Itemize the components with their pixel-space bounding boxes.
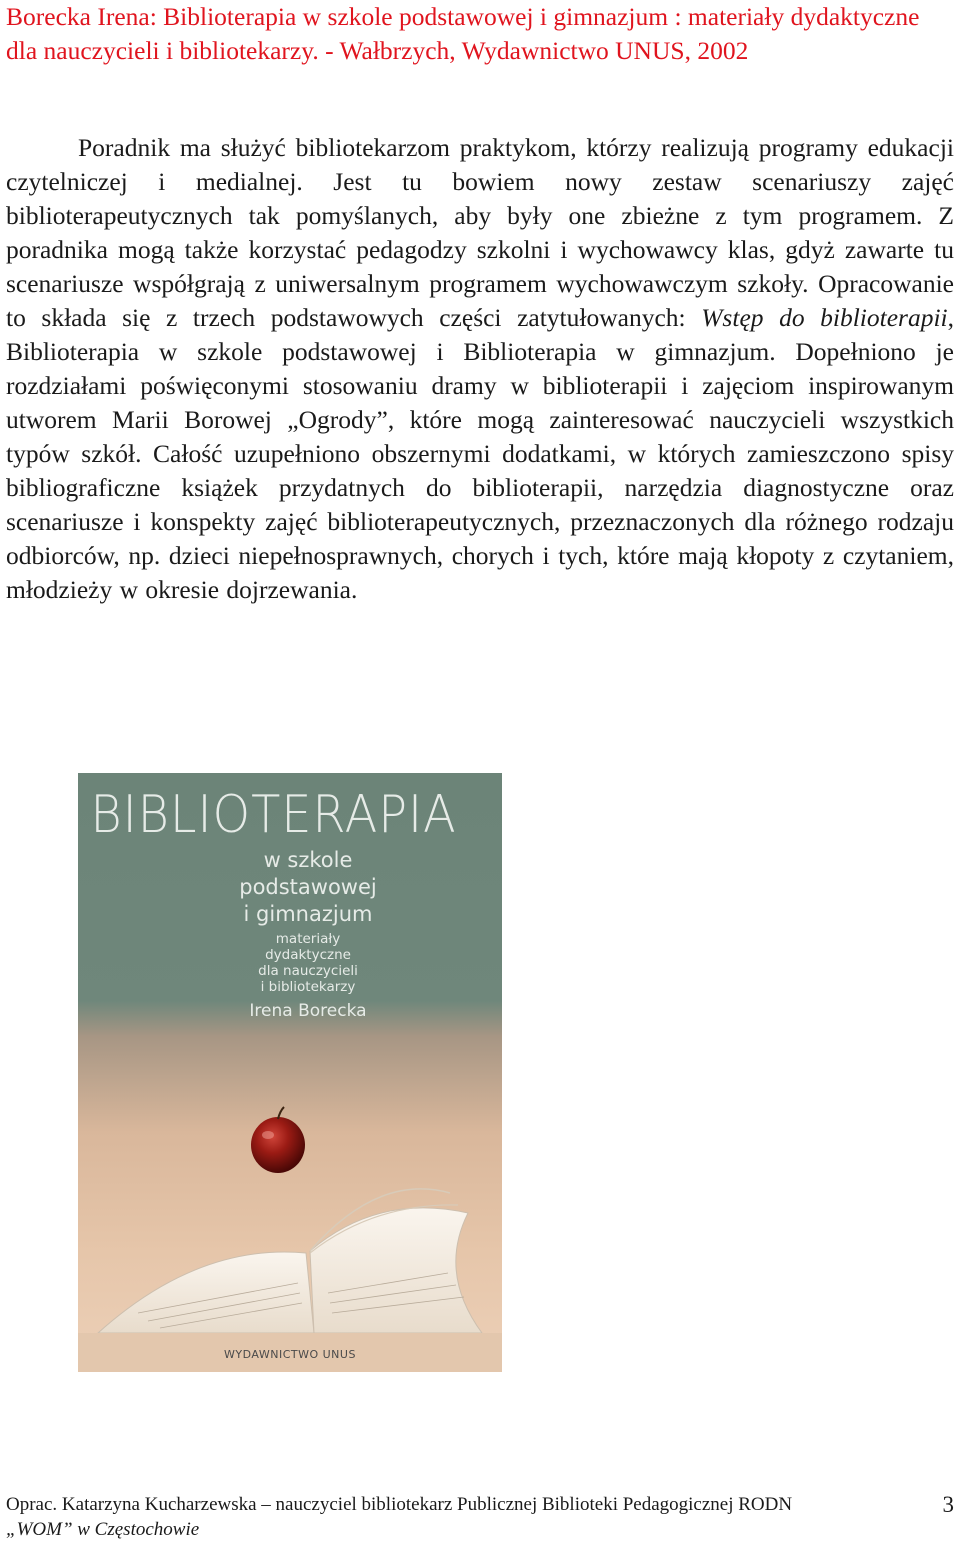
footer-author-line: Oprac. Katarzyna Kucharzewska – nauczyciel bibliotekarz Publicznej Biblioteki Pedagogicznej RODN xyxy=(6,1494,793,1515)
cover-subtitle xyxy=(158,847,458,928)
description-part-2: , Biblioterapia w szkole podstawowej i Biblioterapia w gimnazjum. Dopełniono je rozdziałami poświęconymi stosowaniu dramy w biblioterapii i zajęciom inspirowanym utworem Marii Borowej „Ogrody”, które mogą zainteresować nauczycieli wszystkich typów szkół. Całość uzupełniono obszernymi dodatkami, w których zamieszczono spisy bibliograficzne książek przydatnych do biblioterapii, narzędzia diagnostyczne oraz scenariusze i konspekty zajęć biblioterapeutycznych, przeznaczonych dla różnego rodzaju odbiorców, np. dzieci niepełnosprawnych, chorych i tych, które mają kłopoty z czytaniem, młodzieży w okresie dojrzewania. xyxy=(6,303,954,604)
book-cover-image xyxy=(78,773,502,1372)
cover-title: BIBLIOTERAPIA xyxy=(90,785,457,845)
open-book-icon xyxy=(78,1189,502,1372)
document-title: Borecka Irena: Biblioterapia w szkole podstawowej i gimnazjum : materiały dydaktyczne dla nauczycieli i bibliotekarzy. - Wałbrzych, Wydawnictwo UNUS, 2002 xyxy=(6,2,920,65)
cover-subtitle-line: i gimnazjum xyxy=(243,902,373,926)
cover-subtitle-line: podstawowej xyxy=(239,875,377,899)
cover-description-line: i bibliotekarzy xyxy=(260,979,356,995)
cover-description xyxy=(158,931,458,995)
cover-description-line: dla nauczycieli xyxy=(258,963,358,979)
apple-icon xyxy=(251,1107,305,1173)
cover-publisher: WYDAWNICTWO UNUS xyxy=(224,1348,356,1361)
cover-subtitle-line: w szkole xyxy=(263,848,353,872)
description-part-1: Poradnik ma służyć bibliotekarzom praktykom, którzy realizują programy edukacji czytelniczej i medialnej. Jest tu bowiem nowy zestaw scenariuszy zajęć biblioterapeutycznych tak pomyślanych, aby były one zbieżne z tym programem. Z poradnika mogą także korzystać pedagodzy szkolni i wychowawcy klas, gdyż zawarte tu scenariusze współgrają z uniwersalnym programem wychowawczym szkoły. Opracowanie to składa się z trzech podstawowych części zatytułowanych xyxy=(6,133,954,332)
page-number: 3 xyxy=(942,1492,954,1517)
description-colon: : xyxy=(678,303,702,332)
cover-description-line: materiały xyxy=(275,931,341,947)
cover-description-line: dydaktyczne xyxy=(265,947,351,963)
page-footer xyxy=(6,1492,906,1542)
cover-author: Irena Borecka xyxy=(249,1001,367,1021)
book-description xyxy=(6,131,954,607)
footer-institution-line: „WOM” w Częstochowie xyxy=(6,1519,200,1540)
description-italic-title: Wstęp do biblioterapii xyxy=(701,303,948,332)
